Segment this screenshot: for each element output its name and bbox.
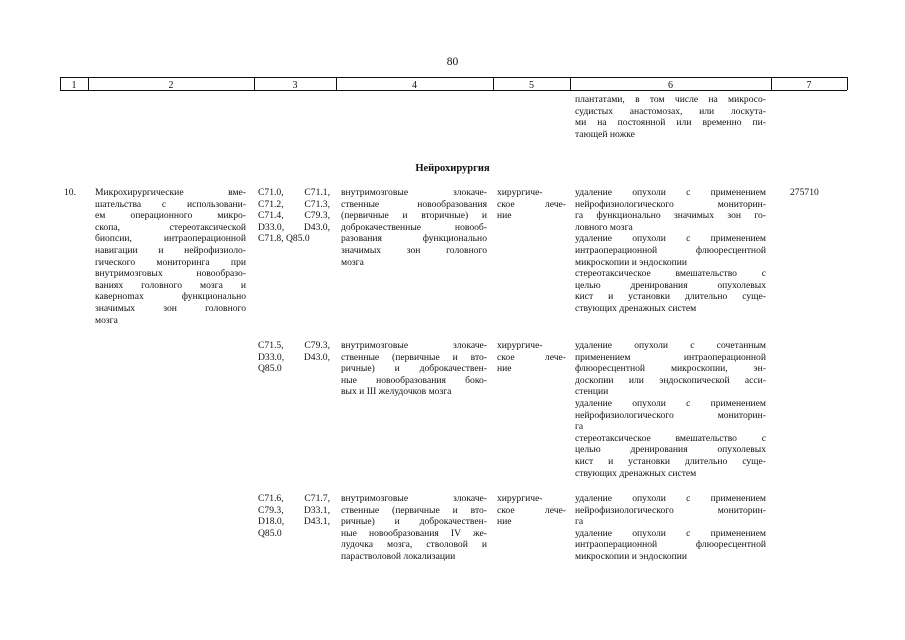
- text-line: ствующих дренажных систем: [575, 303, 697, 314]
- text-line: доскопии или эндоскопической асси-: [575, 374, 766, 386]
- text-line: целью дренирования опухолевых: [575, 444, 766, 456]
- section-title: Нейрохирургия: [415, 163, 490, 174]
- text-line: га: [575, 516, 584, 528]
- text-line: разования функционально: [341, 233, 487, 245]
- row-number: 10.: [64, 187, 76, 198]
- text-line: ем операционного микро-: [95, 210, 246, 222]
- text-line: значимых зон головного: [341, 245, 487, 256]
- text-line: кист и установки длительно суще-: [575, 456, 766, 467]
- text-line: мозга: [341, 256, 364, 268]
- text-line: (первичные и вторичные) и: [341, 210, 487, 222]
- text-line: нейрофизиологического мониторин-: [575, 409, 766, 421]
- text-line: навигации и нейрофизиоло-: [95, 245, 246, 256]
- text-line: ственные (первичные и вто-: [341, 351, 487, 363]
- text-line: мозга: [95, 314, 118, 326]
- text-line: C71.0, C71.1,: [258, 187, 330, 198]
- text-line: га функционально значимых зон го-: [575, 210, 766, 222]
- text-line: тающей ножке: [575, 128, 635, 140]
- text-line: ние: [497, 363, 512, 375]
- text-line: флюоресцентной микроскопии, эн-: [575, 363, 766, 375]
- text-line: C71.4, C79.3,: [258, 210, 330, 222]
- text-line: нейрофизиологического мониторин-: [575, 504, 766, 516]
- text-line: ваниях головного мозга и: [95, 279, 246, 291]
- text-line: ствующих дренажных систем: [575, 467, 697, 479]
- text-line: плантатами, в том числе на микросо-: [575, 94, 766, 105]
- text-line: Q85.0: [258, 527, 282, 539]
- header-col-5: 5: [529, 80, 534, 91]
- text-line: внутримозговых новообразо-: [95, 268, 246, 280]
- text-line: ние: [497, 516, 512, 528]
- text-line: ми на постоянной или временно пи-: [575, 117, 766, 129]
- text-line: доброкачественные новооб-: [341, 221, 487, 233]
- text-line: стереотаксическое вмешательство с: [575, 268, 766, 280]
- text-line: ское лече-: [497, 351, 566, 363]
- text-line: шательства с использовани-: [95, 198, 246, 210]
- text-line: стереотаксическое вмешательство с: [575, 432, 766, 444]
- text-line: кист и установки длительно суще-: [575, 291, 766, 303]
- text-line: Q85.0: [258, 363, 282, 375]
- text-line: C71.8, Q85.0: [258, 233, 310, 245]
- text-line: C71.6, C71.7,: [258, 493, 330, 504]
- header-col-7: 7: [806, 80, 812, 91]
- text-line: парастволовой локализации: [341, 551, 456, 562]
- row-price: 275710: [790, 187, 819, 198]
- text-line: га: [575, 421, 584, 433]
- text-line: ричные) и доброкачествен-: [341, 363, 487, 375]
- text-line: хирургиче-: [497, 187, 543, 198]
- text-line: ные новообразования IV же-: [341, 527, 487, 539]
- text-line: микроскопии и эндоскопии: [575, 256, 688, 268]
- text-line: интраоперационной флюоресцентной: [575, 539, 766, 551]
- text-line: ние: [497, 210, 512, 222]
- text-line: микроскопии и эндоскопии: [575, 551, 688, 562]
- text-line: удаление опухоли с сочетанным: [575, 340, 766, 351]
- text-line: удаление опухоли с применением: [575, 187, 766, 198]
- text-line: хирургиче-: [497, 340, 543, 351]
- text-line: целью дренирования опухолевых: [575, 279, 766, 291]
- text-line: удаление опухоли с применением: [575, 233, 766, 245]
- text-line: скопа, стереотаксической: [95, 221, 246, 233]
- text-line: Микрохирургические вме-: [95, 187, 246, 198]
- text-line: интраоперационной флюоресцентной: [575, 245, 766, 256]
- text-line: удаление опухоли с применением: [575, 527, 766, 539]
- text-line: вых и III желудочков мозга: [341, 386, 452, 398]
- header-col-1: 1: [71, 80, 77, 91]
- text-line: D33.0, D43.0,: [258, 221, 330, 233]
- text-line: удаление опухоли с применением: [575, 493, 766, 504]
- text-line: C79.3, D33.1,: [258, 504, 330, 516]
- text-line: лудочка мозга, стволовой и: [341, 539, 487, 551]
- text-line: кавернomax функционально: [95, 291, 246, 303]
- header-col-2: 2: [168, 80, 174, 91]
- text-line: применением интраоперационной: [575, 351, 766, 363]
- text-line: нейрофизиологического мониторин-: [575, 198, 766, 210]
- text-line: внутримозговые злокаче-: [341, 493, 487, 504]
- text-line: C71.5, C79.3,: [258, 340, 330, 351]
- text-line: ственные новообразования: [341, 198, 487, 210]
- text-line: внутримозговые злокаче-: [341, 340, 487, 351]
- page-number: 80: [446, 56, 459, 68]
- text-line: внутримозговые злокаче-: [341, 187, 487, 198]
- text-line: D18.0, D43.1,: [258, 516, 330, 528]
- text-line: стенции: [575, 386, 609, 398]
- text-line: биопсии, интраоперационной: [95, 233, 246, 245]
- header-top-rule: [60, 77, 847, 78]
- header-divider: [847, 77, 848, 90]
- text-line: ское лече-: [497, 504, 566, 516]
- text-line: ловного мозга: [575, 221, 633, 233]
- text-line: ственные (первичные и вто-: [341, 504, 487, 516]
- text-line: ные новообразования боко-: [341, 374, 487, 386]
- text-line: судистых анастомозах, или лоскута-: [575, 105, 766, 117]
- header-col-3: 3: [292, 80, 298, 91]
- text-line: значимых зон головного: [95, 303, 246, 314]
- text-line: C71.2, C71.3,: [258, 198, 330, 210]
- text-line: D33.0, D43.0,: [258, 351, 330, 363]
- text-line: ричные) и доброкачествен-: [341, 516, 487, 528]
- text-line: гического мониторинга при: [95, 256, 246, 268]
- text-line: хирургиче-: [497, 493, 543, 504]
- text-line: ское лече-: [497, 198, 566, 210]
- header-col-4: 4: [412, 80, 417, 91]
- text-line: удаление опухоли с применением: [575, 398, 766, 409]
- header-col-6: 6: [668, 80, 673, 91]
